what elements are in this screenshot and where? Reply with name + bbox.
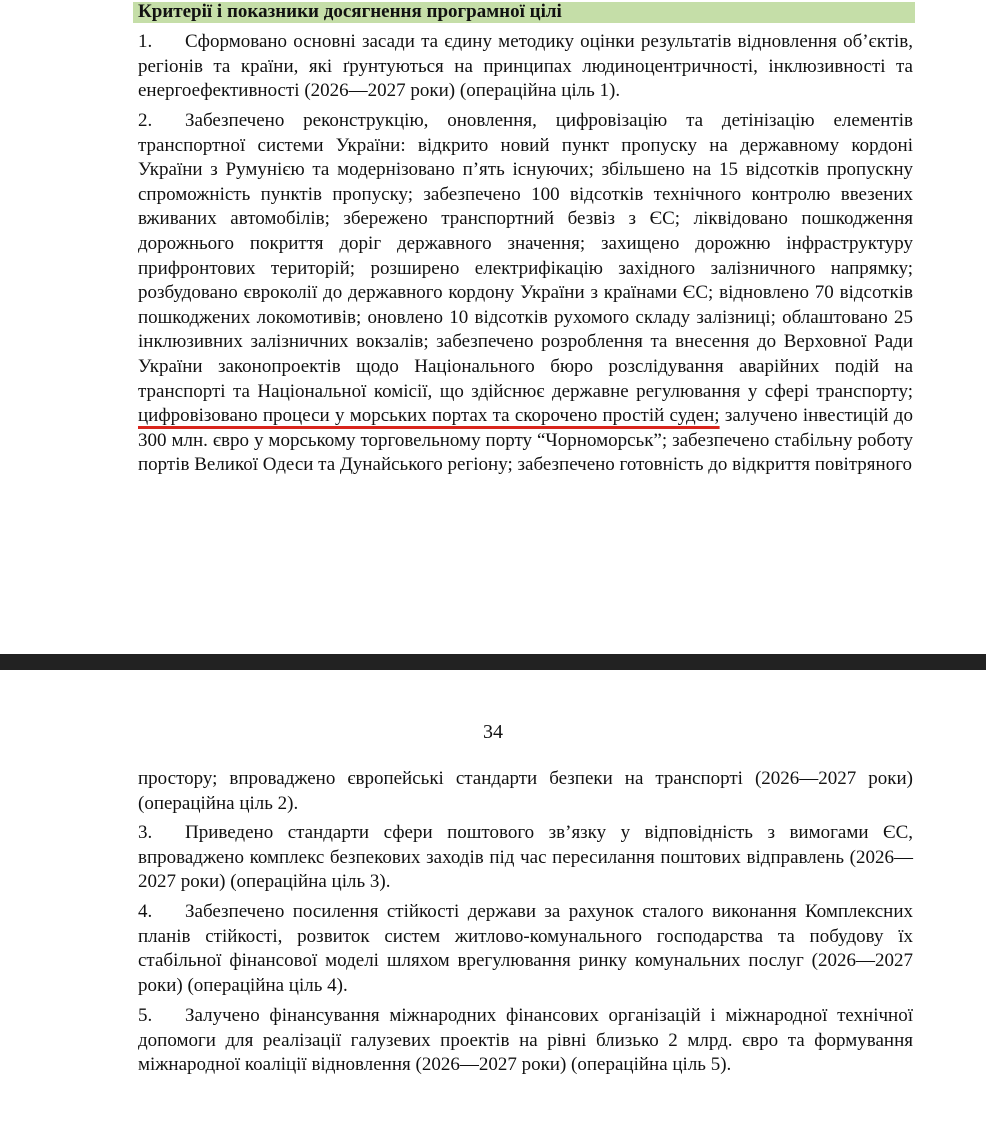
criteria-item-4 — [138, 900, 913, 998]
criteria-item-1 — [138, 30, 913, 104]
red-underlined-text: цифровізовано процеси у морських портах та скорочено простій суден; — [138, 405, 720, 427]
item-number: 3. — [138, 822, 153, 843]
item-text-continued: залучено інвестицій до 300 млн. євро у морському торговельному порту “Чорноморськ”; забезпечено стабільну роботу портів Великої Одеси та Дунайського регіону; забезпечено готовність до відкриття повітряного — [138, 405, 913, 476]
item-number: 5. — [138, 1005, 153, 1026]
item-text: Забезпечено реконструкцію, оновлення, цифровізацію та детінізацію елементів транспортної системи України: відкрито новий пункт пропуску на державному кордоні України з Румунією та модернізовано п’ять існуючих; збільшено на 15 відсотків пропускну спроможність пунктів пропуску; забезпечено 100 відсотків технічного контролю ввезених вживаних автомобілів; збережено транспортний безвіз з ЄС; ліквідовано пошкодження дорожнього покриття доріг державного значення; захищено дорожню інфраструктуру прифронтових територій; розширено електрифікацію західного залізничного напрямку; розбудовано євроколії до державного кордону України з країнами ЄС; відновлено 70 відсотків пошкоджених локомотивів; оновлено 10 відсотків рухомого складу залізниці; облаштовано 25 інклюзивних залізничних вокзалів; забезпечено розроблення та внесення до Верховної Ради України законопроектів щодо Національного бюро розслідування аварійних подій на транспорті та Національної комісії, що здійснює державне регулювання у сфері транспорту; — [138, 110, 913, 402]
page-number: 34 — [483, 721, 503, 743]
criteria-item-3 — [138, 821, 913, 895]
section-header-title: Критерії і показники досягнення програмної цілі — [138, 1, 562, 22]
item-text: Забезпечено посилення стійкості держави за рахунок сталого виконання Комплексних планів стійкості, розвиток систем житлово-комунального господарства та побудову їх стабільної фінансової моделі шляхом врегулювання ринку комунальних послуг (2026—2027 роки) (операційна ціль 4). — [138, 901, 913, 996]
item-number: 1. — [138, 31, 153, 52]
item-text: Приведено стандарти сфери поштового зв’язку у відповідність з вимогами ЄС, впроваджено комплекс безпекових заходів під час пересилання поштових відправлень (2026—2027 роки) (операційна ціль 3). — [138, 822, 913, 893]
item-number: 2. — [138, 110, 153, 131]
item-number: 4. — [138, 901, 153, 922]
item-text: Залучено фінансування міжнародних фінансових організацій і міжнародної технічної допомоги для реалізації галузевих проектів на рівні близько 2 млрд. євро та формування міжнародної коаліції відновлення (2026—2027 роки) (операційна ціль 5). — [138, 1005, 913, 1076]
item-text: Сформовано основні засади та єдину методику оцінки результатів відновлення об’єктів, регіонів та країни, які ґрунтуються на принципах людиноцентричності, інклюзивності та енергоефективності (2026—2027 роки) (операційна ціль 1). — [138, 31, 913, 102]
criteria-item-2 — [138, 109, 913, 478]
page-separator — [0, 654, 986, 670]
item-2-continuation: простору; впроваджено європейські стандарти безпеки на транспорті (2026—2027 роки) (операційна ціль 2). — [138, 768, 913, 814]
criteria-item-5 — [138, 1004, 913, 1078]
